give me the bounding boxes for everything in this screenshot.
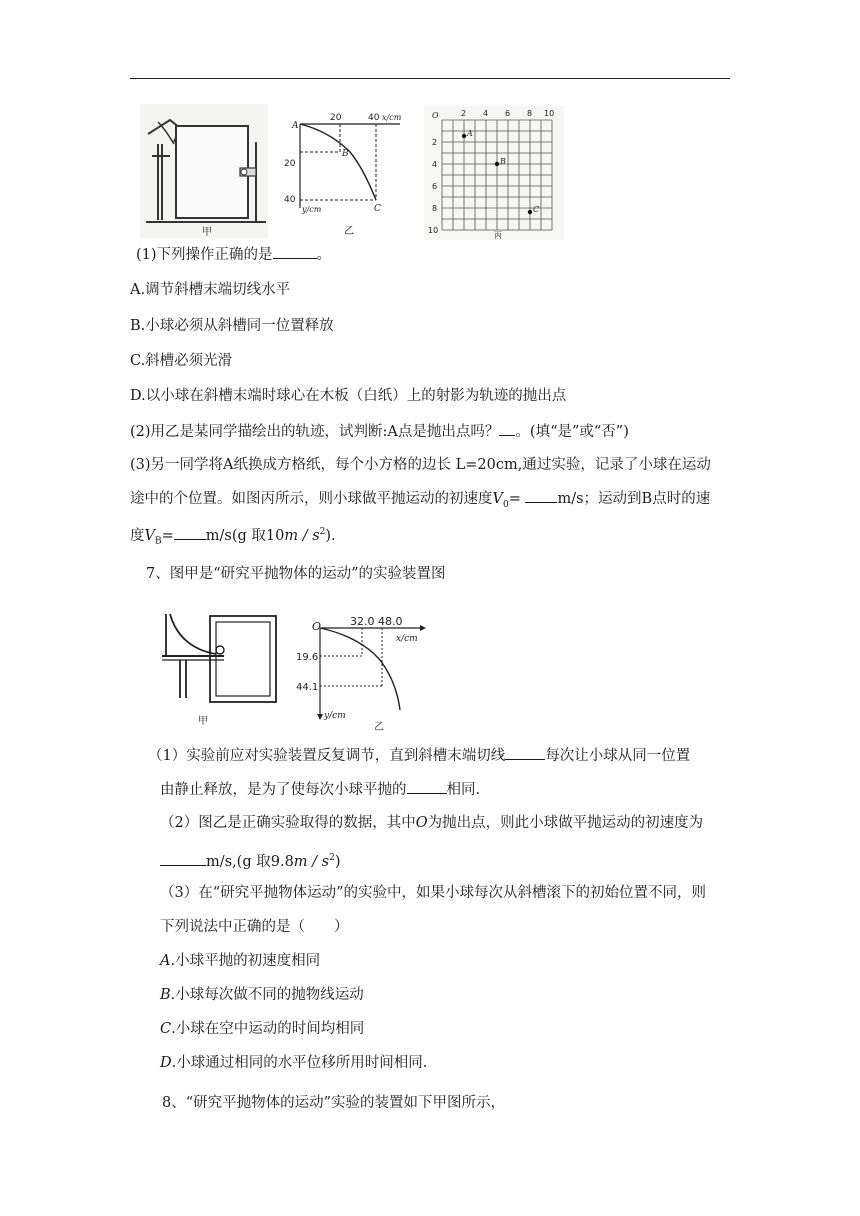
yi-y-unit: y/cm <box>302 205 322 214</box>
q6-figure-jia <box>140 104 268 238</box>
bing-point-a-label: A <box>467 129 473 138</box>
x-tick-48: 48.0 <box>378 615 403 628</box>
y-tick-44-1: 44.1 <box>296 682 319 693</box>
bing-origin-label: O <box>432 111 439 120</box>
q6-part3-text: 途中的个位置。如图丙所示，则小球做平抛运动的初速度 <box>130 491 493 507</box>
o-symbol: O <box>415 815 428 831</box>
answer-blank <box>174 525 206 540</box>
v0-symbol: V <box>492 491 503 507</box>
option-letter: A <box>160 953 171 969</box>
q7-part1-line2 <box>160 779 480 800</box>
yi-x-unit: x/cm <box>382 113 402 122</box>
bing-y-tick-8: 8 <box>432 204 438 213</box>
option-text: .小球每次做不同的抛物线运动 <box>170 987 364 1003</box>
bing-point-b-label: B <box>500 157 506 166</box>
q6-option-d: D.以小球在斜槽末端时球心在木板（白纸）上的射影为轨迹的抛出点 <box>130 388 567 404</box>
bing-x-tick-8: 8 <box>527 109 533 118</box>
q7-part3-line2: 下列说法中正确的是（ ） <box>160 919 349 935</box>
g-value: 10 <box>265 527 285 544</box>
q6-part1-end: 。 <box>316 247 332 263</box>
fig-label-jia: 甲 <box>202 227 212 238</box>
fig-label-jia: 甲 <box>198 716 208 727</box>
equals-sign: = <box>508 491 521 507</box>
q7-part2-line2 <box>160 848 341 872</box>
q7-part1-text3: 由静止释放，是为了使每次小球平抛的 <box>160 782 407 798</box>
q7-part2-text: （2）图乙是正确实验取得的数据，其中 <box>160 815 416 831</box>
q7-option-c <box>160 1019 364 1039</box>
v0-subscript: 0 <box>502 499 509 510</box>
yi-point-a-label: A <box>292 121 299 131</box>
x-tick-32: 32.0 <box>350 615 375 628</box>
bing-y-tick-4: 4 <box>432 160 438 169</box>
q6-option-c: C.斜槽必须光滑 <box>130 353 233 369</box>
bing-y-tick-2: 2 <box>432 138 438 147</box>
x-unit: x/cm <box>396 634 418 644</box>
answer-blank <box>160 851 206 866</box>
bing-x-tick-6: 6 <box>505 109 511 118</box>
header-rule <box>130 78 730 79</box>
answer-blank <box>273 244 317 259</box>
option-text: .小球在空中运动的时间均相同 <box>171 1021 365 1037</box>
bing-y-tick-10: 10 <box>428 226 439 235</box>
g-unit: m / s <box>284 527 320 544</box>
yi-y-tick-20: 20 <box>284 159 296 169</box>
g-unit-sup: 2 <box>329 853 335 863</box>
q6-option-b: B.小球必须从斜槽同一位置释放 <box>130 318 334 334</box>
q6-part2 <box>130 421 629 442</box>
vb-subscript: B <box>154 536 162 547</box>
fig-label-bing: 丙 <box>494 231 502 240</box>
option-letter: C <box>160 1021 172 1037</box>
fig-label-yi: 乙 <box>344 226 354 237</box>
equals-sign: = <box>161 527 174 544</box>
bing-point-c-label: C <box>533 205 540 214</box>
q6-figure-bing <box>424 106 564 240</box>
q7-part3: （3）在“研究平抛物体运动”的实验中，如果小球每次从斜槽滚下的初始位置不同，则 <box>160 885 707 901</box>
q6-part3-line1: (3)另一同学将A纸换成方格纸，每个小方格的边长 L=20cm,通过实验，记录了小球在运动 <box>130 457 711 473</box>
answer-blank <box>505 745 545 760</box>
option-letter: D <box>160 1055 172 1071</box>
q7-option-d <box>160 1053 427 1073</box>
q6-part2-text: (2)用乙是某同学描绘出的轨迹，试判断:A点是抛出点吗？ <box>130 424 500 440</box>
g-unit-sup: 2 <box>319 527 326 537</box>
q7-part2-text2: 为抛出点，则此小球做平抛运动的初速度为 <box>427 815 704 831</box>
q7-part1-text2: 每次让小球从同一位置 <box>545 748 691 764</box>
y-tick-19-6: 19.6 <box>296 652 319 663</box>
yi-y-tick-40: 40 <box>284 195 296 205</box>
bing-x-tick-2: 2 <box>461 109 467 118</box>
q6-part3-text4: m/s(g 取 <box>205 527 266 544</box>
option-letter: B <box>160 987 171 1003</box>
answer-blank <box>525 488 557 503</box>
bing-x-tick-4: 4 <box>483 109 489 118</box>
q6-part3-line3 <box>130 522 336 552</box>
q7-part2 <box>160 813 703 833</box>
q6-part2-end: 。(填“是”或“否”) <box>515 424 629 440</box>
q6-part1-text: (1)下列操作正确的是 <box>136 247 273 263</box>
q6-part3-text2: m/s；运动到B点时的速 <box>557 491 711 507</box>
q6-part1 <box>136 244 331 265</box>
q7-figure-yi <box>296 614 426 732</box>
q6-part3-text3: 度 <box>130 527 145 544</box>
fig-label-yi: 乙 <box>374 722 384 732</box>
option-text: .小球通过相同的水平位移所用时间相同. <box>171 1055 428 1071</box>
g-value: 9.8 <box>270 853 294 870</box>
q7-part2-text3: m/s,(g 取 <box>206 853 271 870</box>
answer-blank <box>407 779 447 794</box>
origin-label: O <box>312 620 322 633</box>
q7-option-a <box>160 951 320 971</box>
answer-blank <box>499 421 515 436</box>
vb-symbol: V <box>144 527 155 544</box>
yi-point-b-label: B <box>342 149 349 159</box>
q6-part3-line2 <box>130 488 710 515</box>
q7-part1-end: 相同. <box>446 782 481 798</box>
q6-option-a: A.调节斜槽末端切线水平 <box>130 282 291 298</box>
yi-point-c-label: C <box>374 204 381 214</box>
q7-option-b <box>160 985 364 1005</box>
bing-x-tick-10: 10 <box>544 109 555 118</box>
q8-title: 8、“研究平抛物体的运动”实验的装置如下甲图所示， <box>162 1095 506 1111</box>
q7-part1 <box>148 745 690 766</box>
y-unit: y/cm <box>324 711 346 721</box>
yi-x-tick-40: 40 <box>368 113 380 123</box>
q7-figure-board <box>208 614 278 706</box>
q7-part1-text: （1）实验前应对实验装置反复调节，直到斜槽末端切线 <box>148 748 506 764</box>
g-unit: m / s <box>293 853 330 870</box>
yi-x-tick-20: 20 <box>330 113 342 123</box>
q7-part2-end: ) <box>334 853 341 870</box>
q7-title: 7、图甲是“研究平抛物体的运动”的实验装置图 <box>146 566 446 582</box>
q6-figure-yi <box>280 110 410 240</box>
q6-part3-end: ). <box>325 527 336 544</box>
bing-y-tick-6: 6 <box>432 182 438 191</box>
option-text: .小球平抛的初速度相同 <box>170 953 321 969</box>
